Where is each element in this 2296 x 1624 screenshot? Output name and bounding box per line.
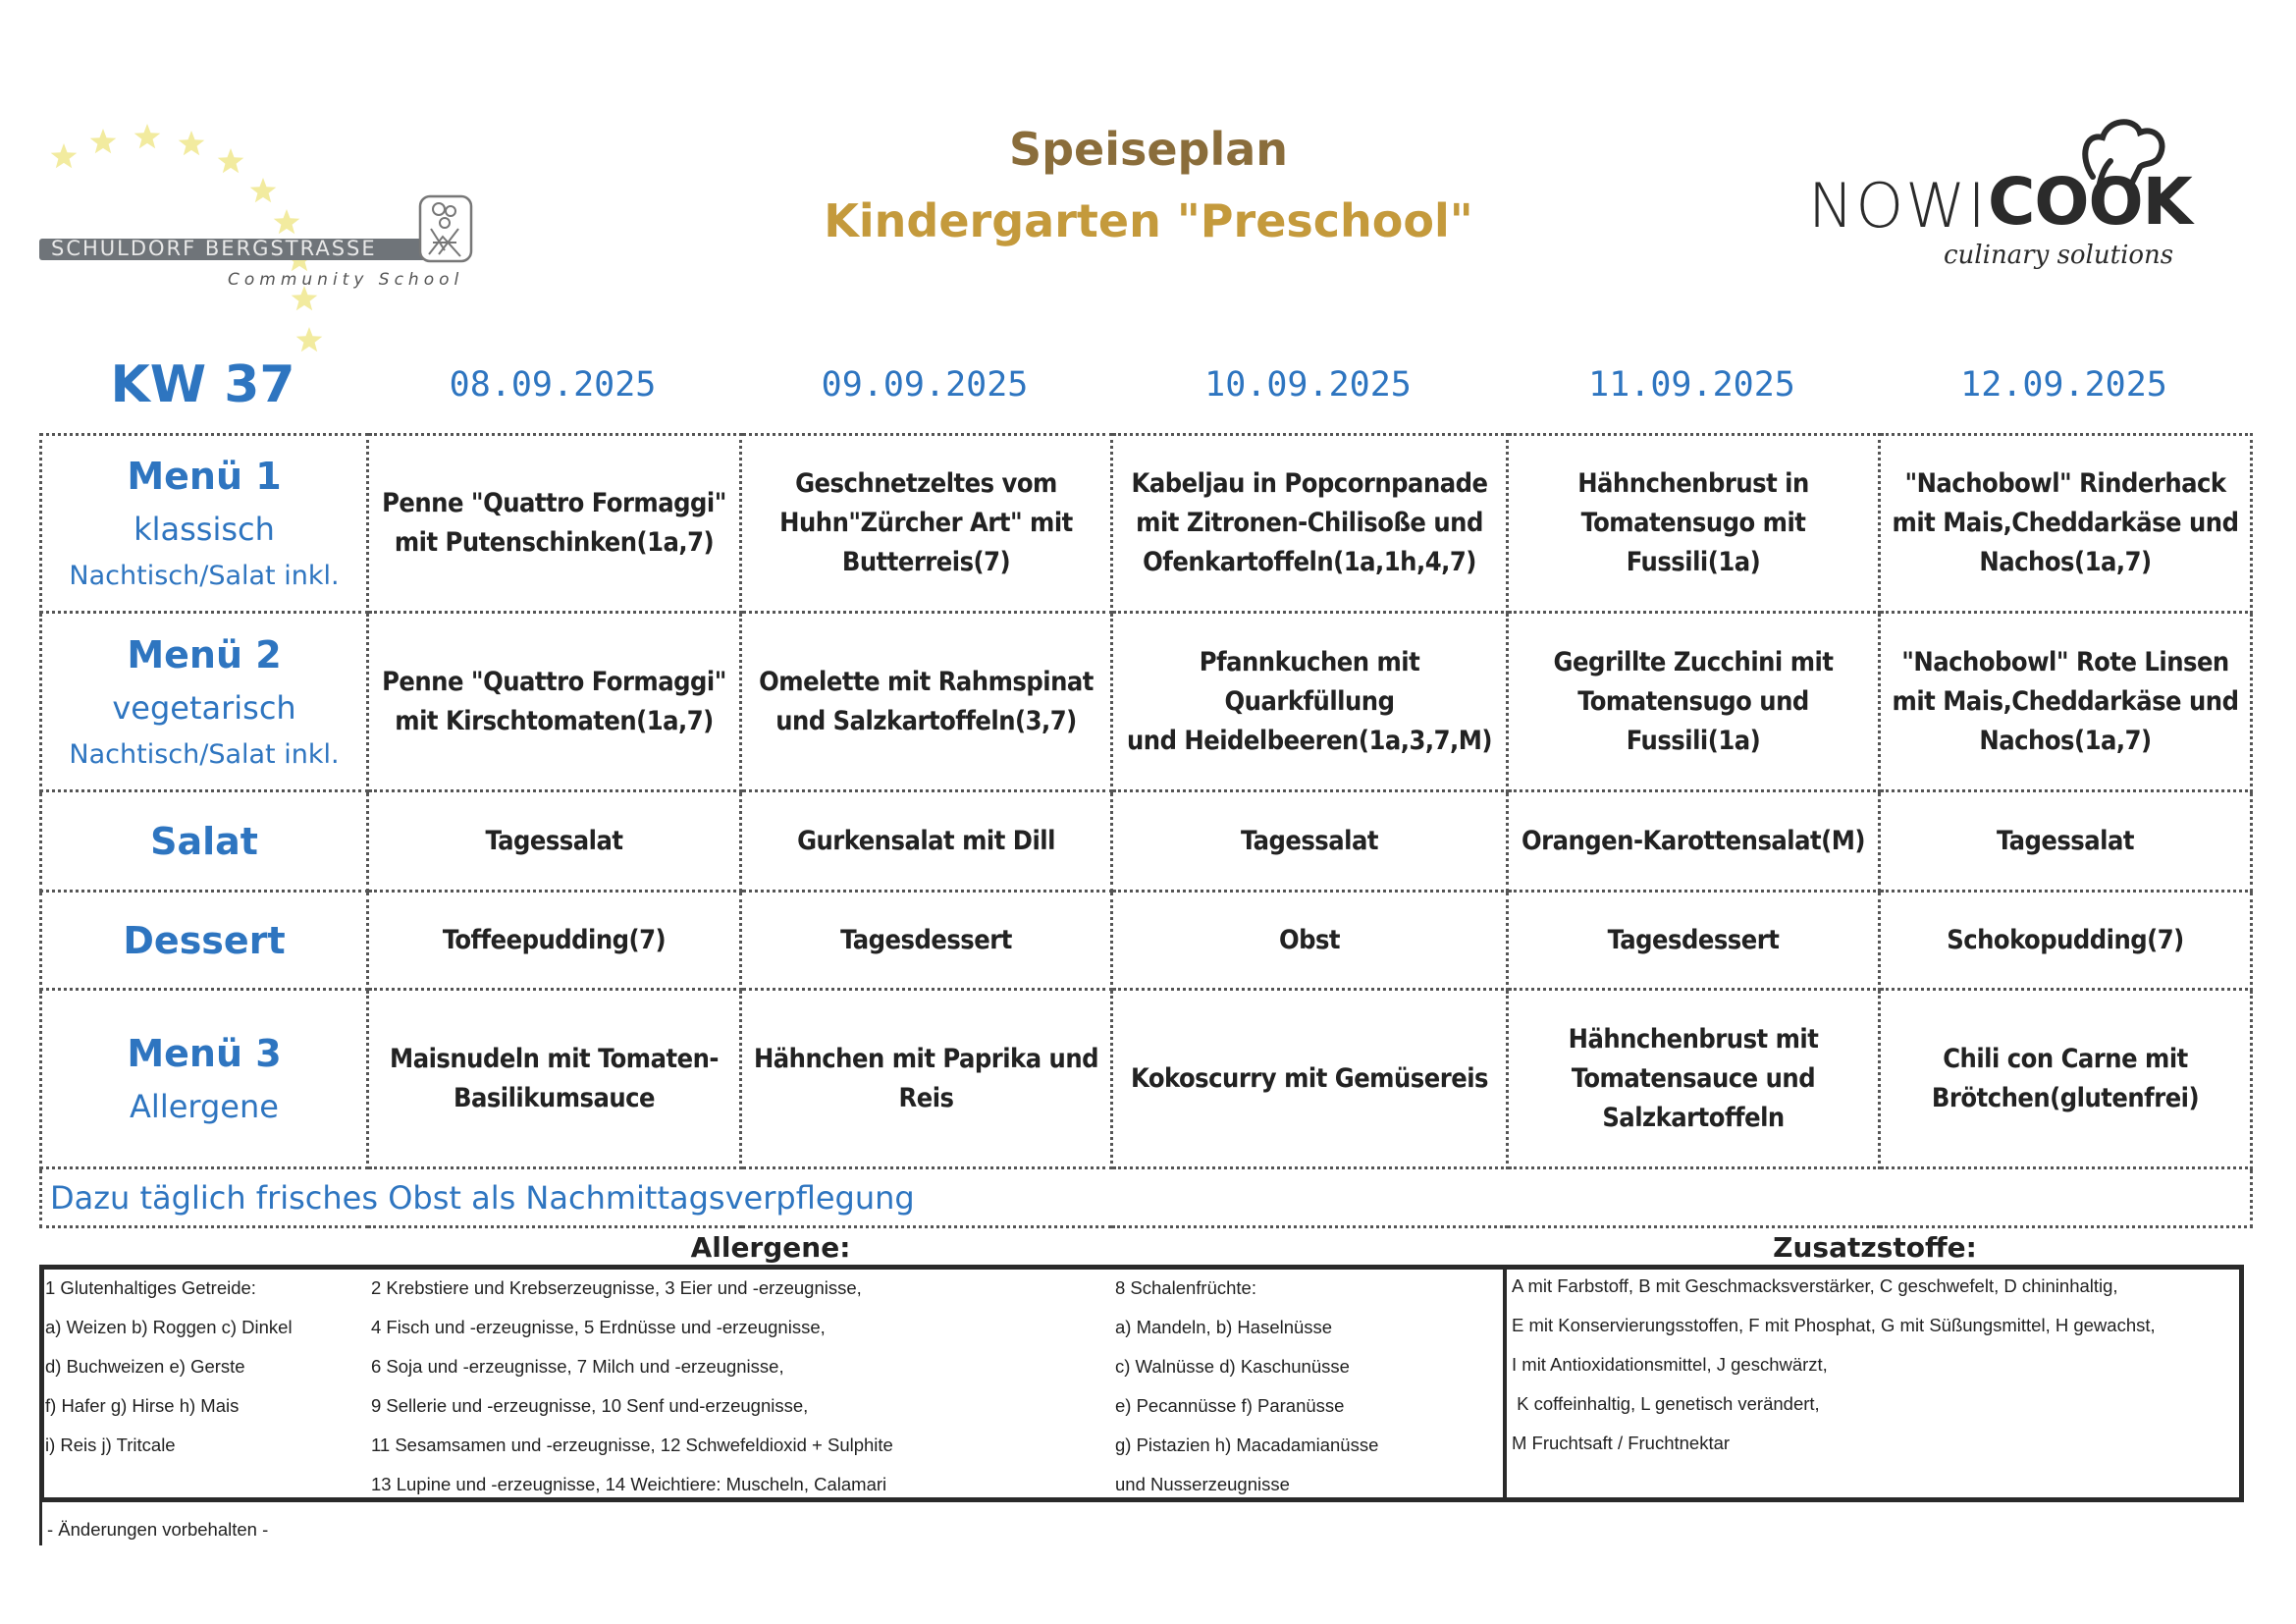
legend-line: 11 Sesamsamen und -erzeugnisse, 12 Schwefeldioxid + Sulphite — [371, 1435, 893, 1455]
meal-line: Salzkartoffeln — [1602, 1102, 1785, 1133]
row-note: Nachtisch/Salat inkl. — [69, 738, 340, 770]
meal-line: Hähnchenbrust mit — [1568, 1023, 1819, 1055]
meal-line: Obst — [1278, 924, 1341, 955]
meal-line: Pfannkuchen mit Quarkfüllung — [1199, 646, 1420, 717]
meal-line: Chili con Carne mit — [1943, 1043, 2188, 1074]
legend-line: I mit Antioxidationsmittel, J geschwärzt, — [1512, 1354, 1828, 1375]
meal-line: mit Mais,Cheddarkäse und — [1892, 685, 2239, 717]
meal-line: Maisnudeln mit Tomaten- — [390, 1043, 719, 1074]
row-label: Menü 3 — [127, 1031, 282, 1075]
star-icon — [250, 178, 277, 202]
row-label-cell — [41, 435, 368, 613]
meal-cell — [368, 990, 741, 1168]
legend-line: i) Reis j) Tritcale — [45, 1435, 176, 1455]
meal-line: Gurkensalat mit Dill — [797, 825, 1055, 856]
date-header: 12.09.2025 — [1960, 365, 2167, 405]
school-logo-name: SCHULDORF BERGSTRASSE — [51, 237, 377, 260]
nowicook-logo — [1787, 113, 2238, 270]
nowicook-name-bold: COOK — [1988, 164, 2192, 240]
allergen-column-grains — [45, 1269, 293, 1465]
meal-cell — [1112, 990, 1508, 1168]
meal-line: Penne "Quattro Formaggi" — [382, 488, 726, 518]
meal-line: Tagesdessert — [840, 924, 1012, 955]
star-icon — [51, 143, 78, 168]
legend-line: e) Pecannüsse f) Paranüsse — [1115, 1395, 1345, 1416]
meal-line: "Nachobowl" Rinderhack — [1904, 468, 2226, 499]
legend-line: f) Hafer g) Hirse h) Mais — [45, 1395, 240, 1416]
meal-line: Tagessalat — [485, 825, 623, 856]
meal-line: Gegrillte Zucchini mit — [1553, 646, 1834, 677]
allergen-column-nuts — [1115, 1269, 1378, 1504]
star-icon — [274, 209, 300, 234]
star-icon — [296, 327, 323, 352]
legend-line: d) Buchweizen e) Gerste — [45, 1356, 245, 1377]
school-logo — [29, 113, 501, 358]
meal-line: Butterreis(7) — [841, 547, 1011, 577]
meal-line: Tagesdessert — [1607, 924, 1780, 955]
meal-line: Tomatensugo mit Fussili(1a) — [1580, 508, 1806, 577]
meal-cell — [1112, 892, 1508, 990]
date-header: 11.09.2025 — [1588, 365, 1795, 405]
legend-line: c) Walnüsse d) Kaschunüsse — [1115, 1356, 1350, 1377]
meal-line: Brötchen(glutenfrei) — [1931, 1082, 2200, 1113]
additives-column — [1512, 1267, 2156, 1463]
meal-line: Kabeljau in Popcornpanade — [1131, 468, 1488, 499]
footnote-rule — [39, 1502, 42, 1545]
legend-divider — [1503, 1265, 1507, 1502]
legend-line: E mit Konservierungsstoffen, F mit Phosphat, G mit Süßungsmittel, H gewachst, — [1512, 1315, 2156, 1335]
week-label: KW 37 — [110, 355, 295, 414]
legend-line: 9 Sellerie und -erzeugnisse, 10 Senf und-erzeugnisse, — [371, 1395, 809, 1416]
row-sublabel: klassisch — [133, 511, 275, 548]
meal-cell — [741, 435, 1112, 613]
meal-line: Nachos(1a,7) — [1979, 547, 2152, 577]
meal-line: Kokoscurry mit Gemüsereis — [1131, 1062, 1488, 1094]
page-subtitle: Kindergarten "Preschool" — [824, 194, 1473, 247]
meal-cell — [741, 613, 1112, 791]
meal-cell — [741, 791, 1112, 892]
row-label-cell — [41, 791, 368, 892]
menu-row — [41, 892, 2252, 990]
meal-line: mit Mais,Cheddarkäse und — [1892, 508, 2239, 538]
meal-line: Hähnchen mit Paprika und — [753, 1043, 1099, 1074]
meal-cell — [1508, 990, 1880, 1168]
row-sublabel: Allergene — [130, 1087, 279, 1125]
legend-line: 4 Fisch und -erzeugnisse, 5 Erdnüsse und -erzeugnisse, — [371, 1317, 826, 1337]
row-note: Nachtisch/Salat inkl. — [69, 561, 340, 591]
row-sublabel: vegetarisch — [112, 688, 296, 727]
meal-line: Schokopudding(7) — [1947, 924, 2184, 955]
meal-cell — [1880, 990, 2252, 1168]
allergens-title: Allergene: — [690, 1231, 851, 1264]
meal-cell — [368, 791, 741, 892]
row-label: Menü 2 — [127, 632, 282, 677]
footnote: - Änderungen vorbehalten - — [47, 1519, 269, 1540]
meal-line: Reis — [898, 1082, 954, 1113]
meal-cell — [1508, 435, 1880, 613]
legend-line: 8 Schalenfrüchte: — [1115, 1277, 1256, 1298]
meal-cell — [1112, 435, 1508, 613]
meal-cell — [741, 892, 1112, 990]
row-label: Menü 1 — [127, 455, 282, 498]
legend-line: K coffeinhaltig, L genetisch verändert, — [1512, 1393, 1820, 1414]
meal-line: mit Zitronen-Chilisoße und — [1136, 508, 1483, 538]
legend-line: 13 Lupine und -erzeugnisse, 14 Weichtiere: Muscheln, Calamari — [371, 1474, 887, 1494]
meal-line: Geschnetzeltes vom — [795, 468, 1057, 499]
legend-line: A mit Farbstoff, B mit Geschmacksverstärker, C geschwefelt, D chininhaltig, — [1512, 1275, 2118, 1296]
meal-line: Tomatensauce und — [1571, 1062, 1816, 1094]
school-logo-tagline: Community School — [228, 270, 464, 290]
date-header: 09.09.2025 — [821, 365, 1029, 405]
meal-line: Huhn"Zürcher Art" mit — [779, 508, 1073, 538]
meal-cell — [1508, 892, 1880, 990]
meal-line: Omelette mit Rahmspinat — [759, 666, 1094, 697]
school-family-emblem-icon — [417, 193, 474, 264]
menu-row — [41, 435, 2252, 613]
row-label-cell — [41, 990, 368, 1168]
legend-line: a) Mandeln, b) Haselnüsse — [1115, 1317, 1333, 1337]
star-icon — [218, 148, 244, 173]
meal-line: Tagessalat — [1997, 825, 2134, 856]
meal-cell — [1112, 791, 1508, 892]
meal-line: und Salzkartoffeln(3,7) — [775, 705, 1077, 736]
meal-cell — [1880, 791, 2252, 892]
meal-line: Nachos(1a,7) — [1979, 725, 2152, 756]
star-icon — [90, 129, 117, 153]
row-label-cell — [41, 613, 368, 791]
meal-line: Ofenkartoffeln(1a,1h,4,7) — [1143, 547, 1476, 577]
page-title: Speiseplan — [1008, 123, 1289, 176]
meal-cell — [1880, 435, 2252, 613]
nowicook-name-light: NOWI — [1808, 170, 1988, 242]
meal-line: Toffeepudding(7) — [442, 924, 667, 955]
meal-cell — [368, 613, 741, 791]
meal-cell — [1880, 892, 2252, 990]
meal-line: und Heidelbeeren(1a,3,7,M) — [1126, 725, 1492, 756]
meal-line: Tomatensugo und Fussili(1a) — [1577, 685, 1809, 756]
meal-line: Hähnchenbrust in — [1577, 468, 1809, 499]
meal-cell — [368, 435, 741, 613]
nowicook-tagline: culinary solutions — [1944, 241, 2174, 270]
allergen-column-main — [371, 1269, 893, 1504]
meal-line: "Nachobowl" Rote Linsen — [1901, 646, 2229, 677]
legend-line: M Fruchtsaft / Fruchtnektar — [1512, 1433, 1731, 1453]
date-header: 08.09.2025 — [449, 365, 657, 405]
row-label-cell — [41, 892, 368, 990]
row-label: Salat — [150, 819, 258, 863]
daily-fruit-note: Dazu täglich frisches Obst als Nachmittagsverpflegung — [41, 1168, 2252, 1227]
note-row — [41, 1168, 2252, 1227]
date-header: 10.09.2025 — [1204, 365, 1412, 405]
menu-row — [41, 990, 2252, 1168]
legend-line: 6 Soja und -erzeugnisse, 7 Milch und -erzeugnisse, — [371, 1356, 784, 1377]
menu-row — [41, 791, 2252, 892]
meal-cell — [1112, 613, 1508, 791]
additives-title: Zusatzstoffe: — [1773, 1231, 1977, 1264]
row-label: Dessert — [123, 918, 286, 962]
meal-line: Tagessalat — [1241, 825, 1378, 856]
meal-cell — [741, 990, 1112, 1168]
meal-cell — [1508, 791, 1880, 892]
legend-line: 1 Glutenhaltiges Getreide: — [45, 1277, 256, 1298]
meal-cell — [1880, 613, 2252, 791]
menu-row — [41, 613, 2252, 791]
legend-line: 2 Krebstiere und Krebserzeugnisse, 3 Eier und -erzeugnisse, — [371, 1277, 862, 1298]
meal-line: mit Putenschinken(1a,7) — [394, 527, 715, 558]
meal-line: Basilikumsauce — [453, 1082, 656, 1113]
menu-table — [39, 433, 2253, 1228]
meal-line: mit Kirschtomaten(1a,7) — [395, 705, 714, 736]
meal-line: Orangen-Karottensalat(M) — [1521, 825, 1865, 856]
meal-line: Penne "Quattro Formaggi" — [382, 666, 726, 697]
star-icon — [134, 124, 161, 148]
meal-cell — [368, 892, 741, 990]
star-icon — [179, 131, 205, 155]
legend-line: a) Weizen b) Roggen c) Dinkel — [45, 1317, 293, 1337]
legend-line: und Nusserzeugnisse — [1115, 1474, 1290, 1494]
legend-line: g) Pistazien h) Macadamianüsse — [1115, 1435, 1379, 1455]
meal-cell — [1508, 613, 1880, 791]
